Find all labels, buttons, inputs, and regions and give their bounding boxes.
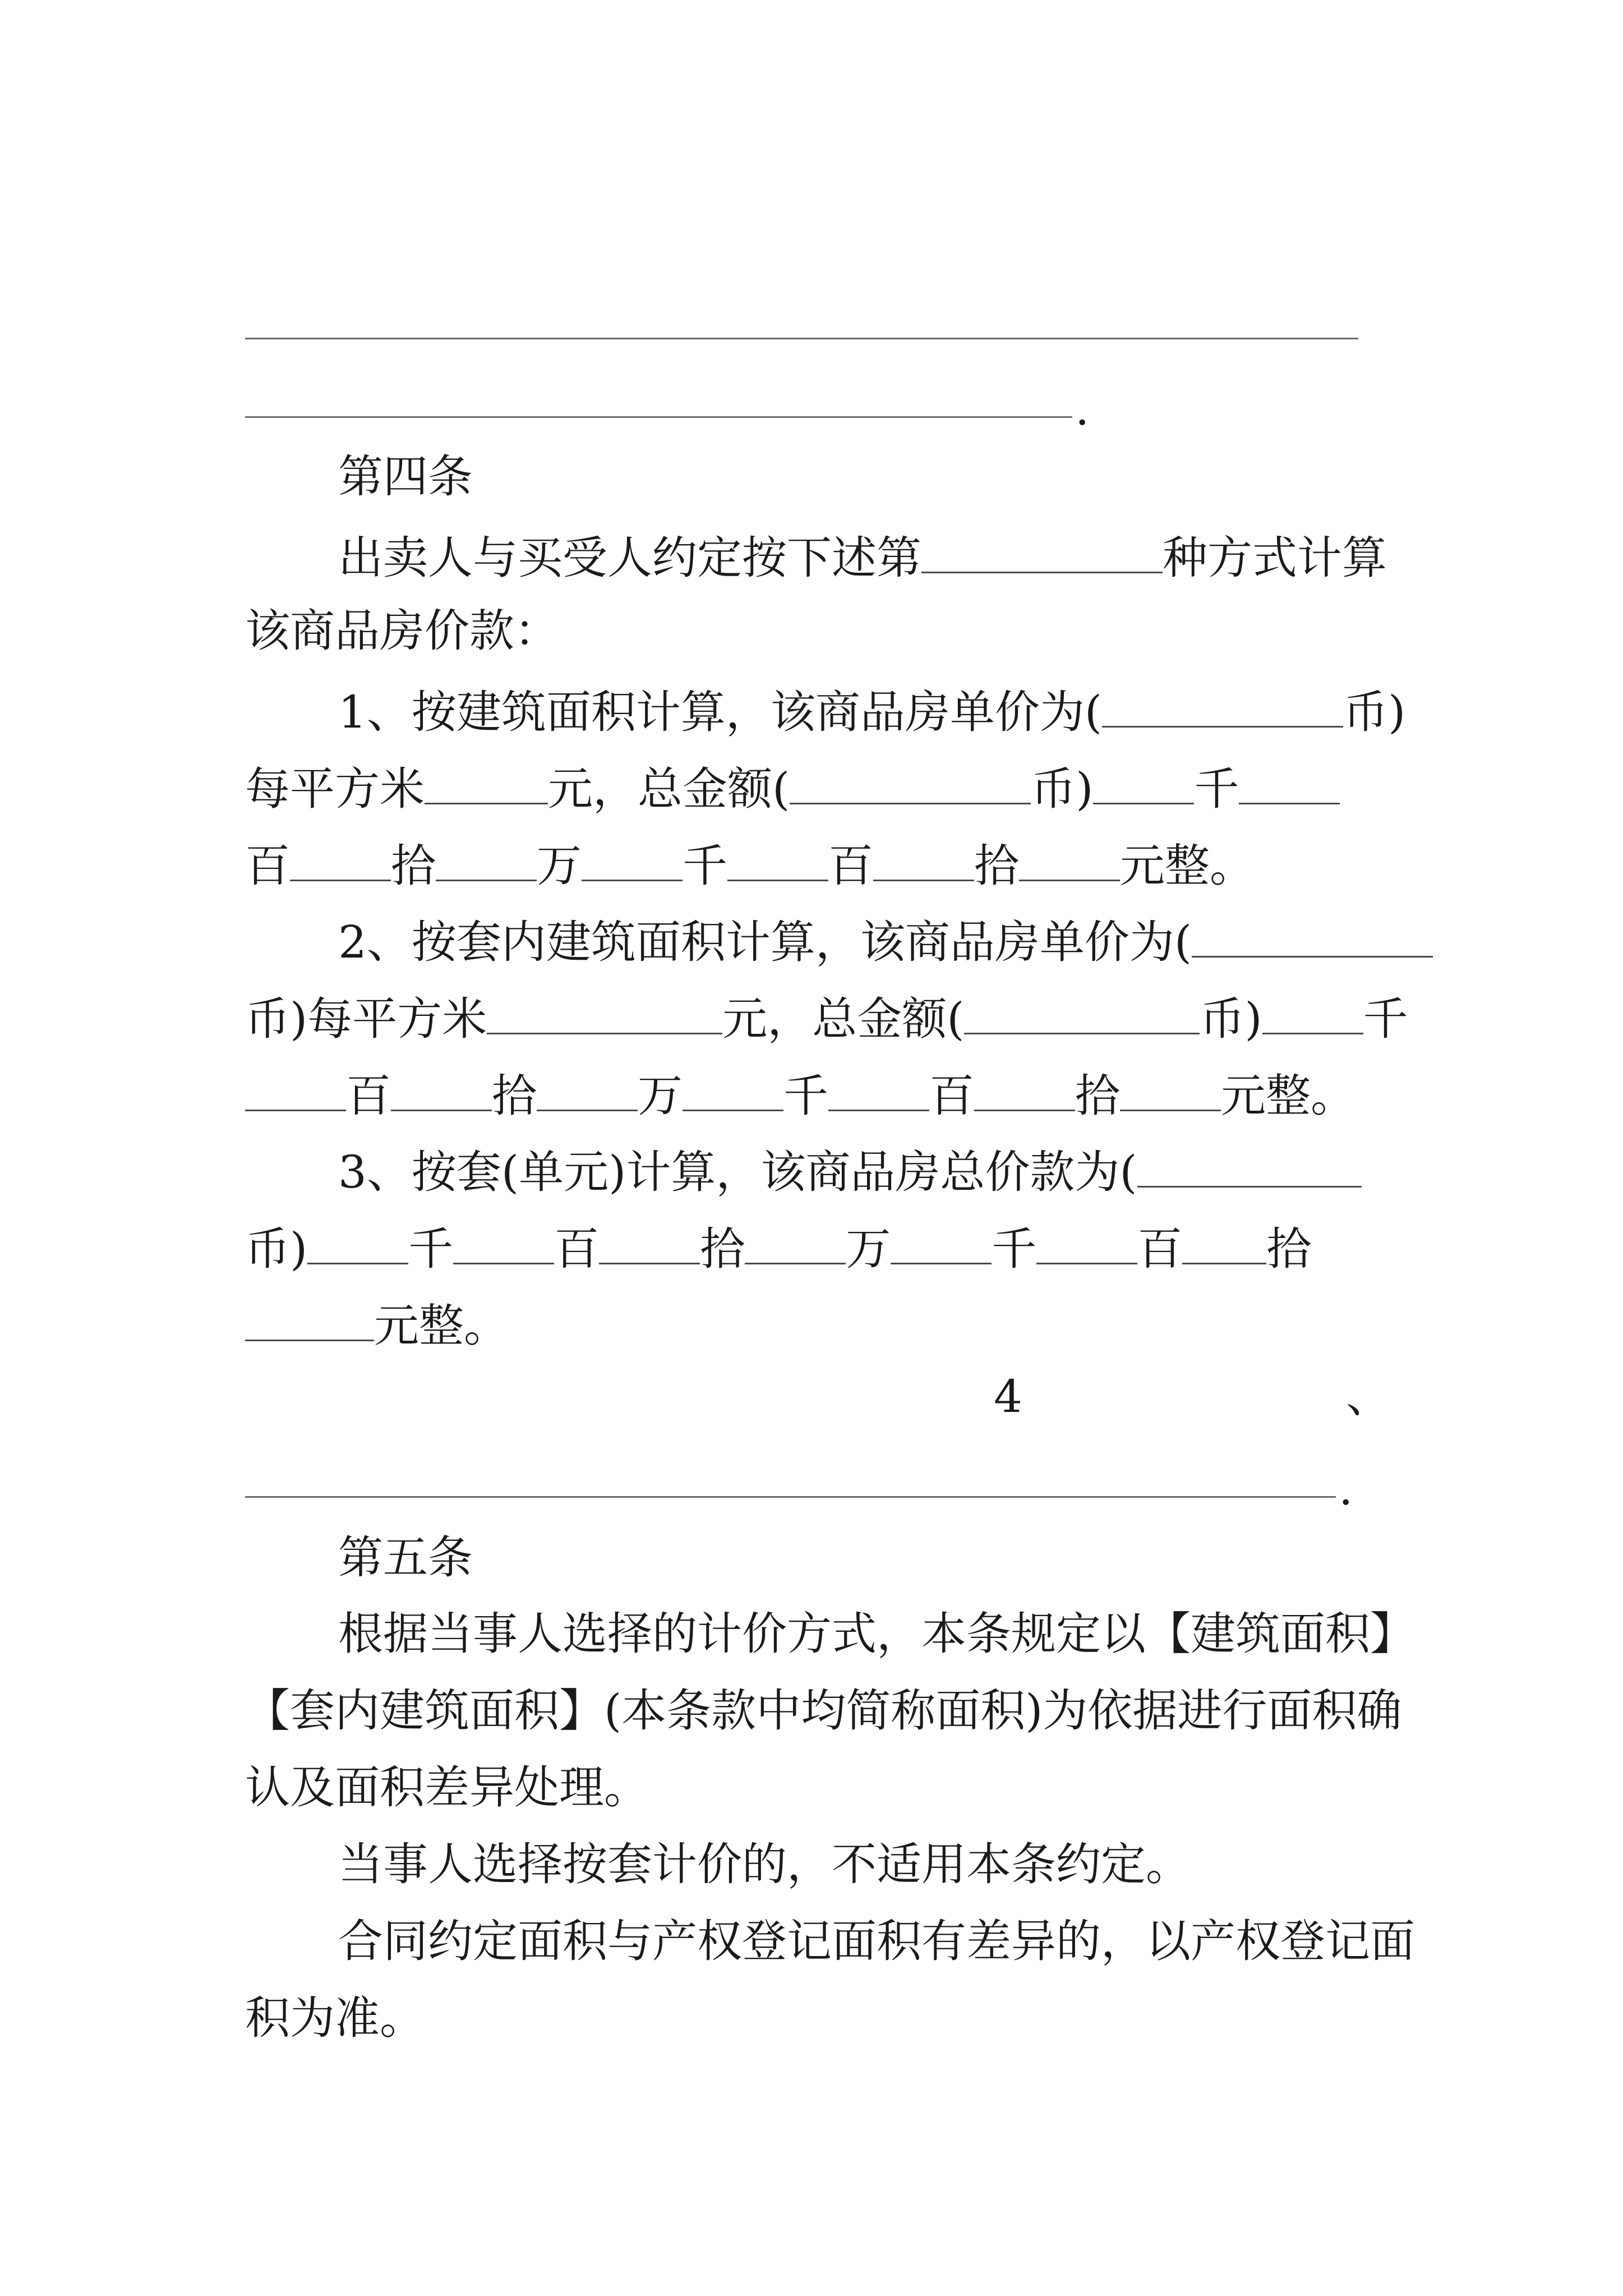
fill-in-blank bbox=[974, 1068, 1075, 1111]
fill-in-blank bbox=[727, 838, 828, 881]
fill-in-blank bbox=[487, 991, 722, 1034]
item2-line1: 2、按套内建筑面积计算，该商品房单价为( bbox=[338, 914, 1433, 965]
article4-intro-line1: 出卖人与买受人约定按下述第 种方式计算 bbox=[338, 530, 1387, 581]
fill-in-blank bbox=[921, 530, 1163, 573]
item4-mark: 、 bbox=[1346, 1370, 1391, 1423]
fill-in-blank bbox=[1192, 914, 1433, 958]
fill-in-blank bbox=[873, 838, 974, 881]
fill-in-blank bbox=[1120, 1068, 1221, 1111]
fill-in-blank bbox=[1239, 761, 1340, 804]
item3-line2: 币) 千 百 拾 万 千 百 拾 bbox=[245, 1221, 1311, 1272]
fill-in-blank bbox=[307, 1221, 408, 1264]
fill-in-blank bbox=[599, 1221, 700, 1264]
fill-in-blank bbox=[1093, 761, 1194, 804]
fill-in-blank bbox=[828, 1068, 929, 1111]
article5-para1-line2: 【套内建筑面积】(本条款中均简称面积)为依据进行面积确 bbox=[245, 1685, 1402, 1737]
fill-in-blank bbox=[436, 838, 537, 881]
article5-para3-line1: 合同约定面积与产权登记面积有差异的，以产权登记面 bbox=[338, 1915, 1415, 1967]
fill-in-blank bbox=[745, 1221, 846, 1264]
article5-para2: 当事人选择按套计价的，不适用本条约定。 bbox=[338, 1838, 1191, 1890]
fill-in-line bbox=[245, 338, 1358, 339]
fill-in-blank bbox=[245, 1068, 346, 1111]
item1-line3: 百 拾 万 千 百 拾 元整。 bbox=[245, 838, 1255, 889]
fill-in-blank bbox=[1102, 684, 1343, 728]
item3-line3: 元整。 bbox=[245, 1298, 509, 1349]
fill-in-blank bbox=[964, 991, 1200, 1034]
fill-in-blank bbox=[582, 838, 683, 881]
article5-para1-line1: 根据当事人选择的计价方式，本条规定以【建筑面积】 bbox=[338, 1608, 1415, 1660]
fill-in-blank bbox=[245, 1298, 374, 1341]
item3-line1: 3、按套(单元)计算，该商品房总价款为( bbox=[338, 1144, 1362, 1195]
fill-in-blank bbox=[537, 1068, 638, 1111]
fill-in-blank bbox=[453, 1221, 554, 1264]
item1-line2: 每平方米 元，总金额( 币) 千 bbox=[245, 761, 1340, 812]
fill-in-blank bbox=[391, 1068, 492, 1111]
fill-in-blank bbox=[425, 761, 548, 804]
line-end-period: . bbox=[1339, 1463, 1353, 1515]
fill-in-blank bbox=[1262, 991, 1363, 1034]
article-heading-4: 第四条 bbox=[338, 450, 473, 503]
article5-para3-line2: 积为准。 bbox=[245, 1992, 425, 2044]
fill-in-blank bbox=[290, 838, 391, 881]
fill-in-blank bbox=[1019, 838, 1120, 881]
fill-in-line bbox=[245, 416, 1072, 418]
fill-in-line bbox=[245, 1496, 1336, 1498]
fill-in-blank bbox=[1036, 1221, 1137, 1264]
fill-in-blank bbox=[683, 1068, 783, 1111]
article-heading-5: 第五条 bbox=[338, 1531, 473, 1584]
item1-line1: 1、按建筑面积计算，该商品房单价为( 币) bbox=[338, 684, 1405, 735]
fill-in-blank bbox=[1182, 1221, 1266, 1264]
fill-in-blank bbox=[891, 1221, 992, 1264]
item4-number: 4 bbox=[994, 1370, 1022, 1423]
article4-intro-line2: 该商品房价款： bbox=[245, 605, 559, 657]
article5-para1-line3: 认及面积差异处理。 bbox=[245, 1761, 649, 1814]
fill-in-blank bbox=[1137, 1144, 1362, 1188]
fill-in-blank bbox=[790, 761, 1031, 804]
item2-line2: 币)每平方米 元，总金额( 币) 千 bbox=[245, 991, 1408, 1042]
line-end-period: . bbox=[1075, 383, 1090, 435]
item2-line3: 百 拾 万 千 百 拾 元整。 bbox=[245, 1068, 1355, 1119]
